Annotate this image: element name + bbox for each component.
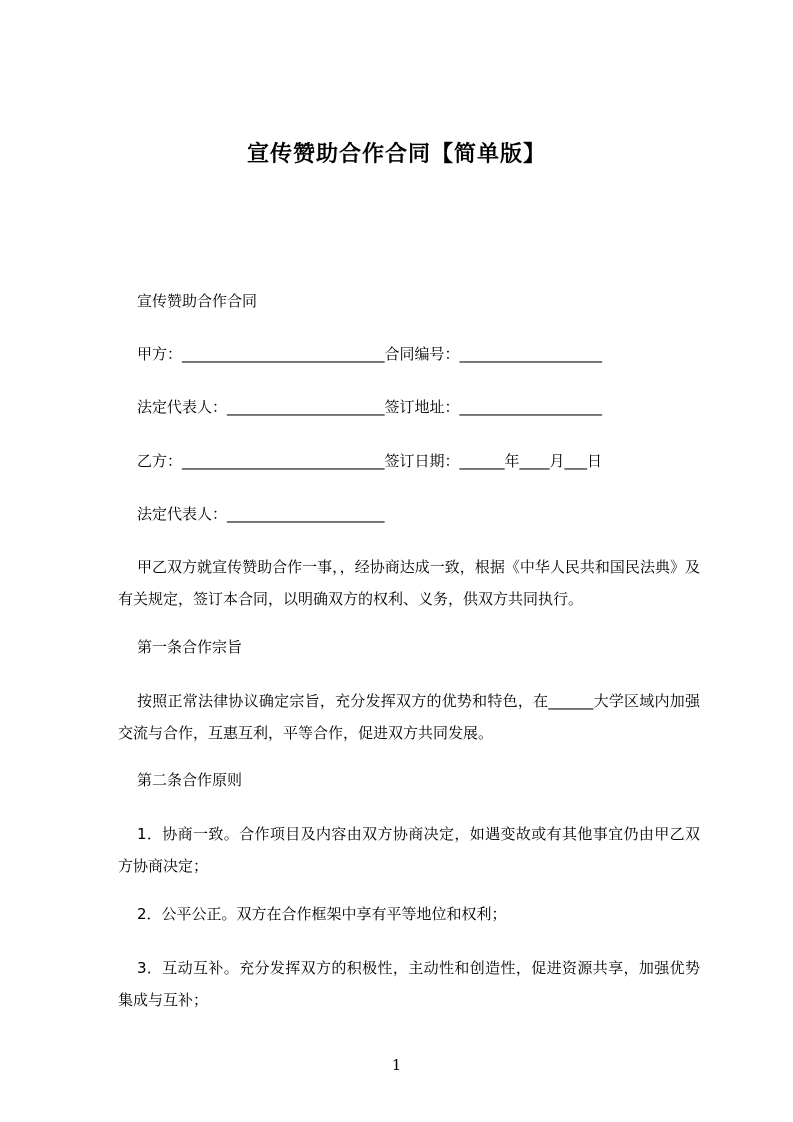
document-title: 宣传赞助合作合同【简单版】 (246, 142, 546, 167)
principle-1-paragraph: 1．协商一致。合作项目及内容由双方协商决定，如遇变故或有其他事宜仍由甲乙双方协商决定； (118, 825, 700, 875)
party-a-representative-line: 法定代表人：_____________________签订地址：___________________ (137, 398, 603, 416)
party-a-line: 甲方：___________________________合同编号：___________________ (137, 345, 603, 363)
contract-subtitle: 宣传赞助合作合同 (137, 292, 258, 310)
principle-2-paragraph: 2．公平公正。双方在合作框架中享有平等地位和权利； (137, 905, 507, 923)
article-1-body: 按照正常法律协议确定宗旨，充分发挥双方的优势和特色，在______大学区域内加强交流与合作，互惠互利，平等合作，促进双方共同发展。 (118, 692, 700, 742)
intro-paragraph: 甲乙双方就宣传赞助合作一事，，经协商达成一致，根据《中华人民共和国民法典》及有关规定，签订本合同，以明确双方的权利、义务，供双方共同执行。 (118, 558, 700, 608)
party-b-line: 乙方：___________________________签订日期：______年____月___日 (137, 452, 603, 470)
page-number: 1 (391, 1056, 402, 1074)
principle-3-paragraph: 3．互动互补。充分发挥双方的积极性，主动性和创造性，促进资源共享，加强优势集成与互补； (118, 959, 700, 1009)
article-1-heading: 第一条合作宗旨 (137, 638, 243, 656)
party-b-representative-line: 法定代表人：_____________________ (137, 505, 385, 523)
article-2-heading: 第二条合作原则 (137, 771, 243, 789)
